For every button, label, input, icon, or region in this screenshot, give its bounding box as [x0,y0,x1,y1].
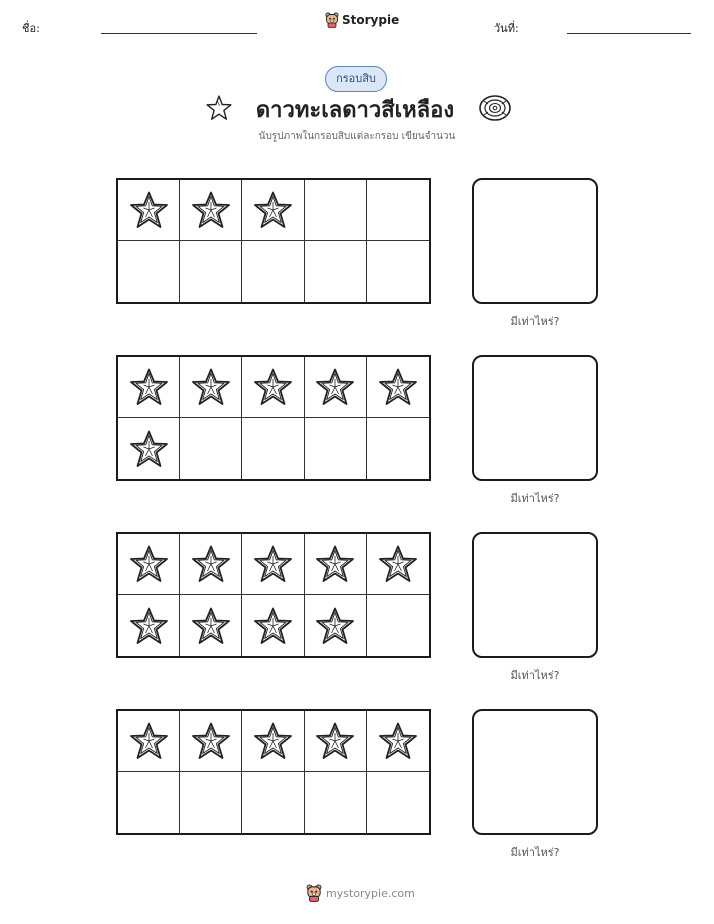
starfish-icon [253,544,293,584]
ten-frame-cell [305,772,367,833]
ten-frame-cell [242,241,304,302]
starfish-icon [129,606,169,646]
answer-box[interactable] [472,709,598,835]
ten-frame-cell [118,357,180,418]
starfish-icon [191,606,231,646]
starfish-icon [378,721,418,761]
ten-frame-cell [305,180,367,241]
ten-frame-cell [367,772,429,833]
bear-mascot-icon [325,12,339,28]
ten-frame [116,355,431,481]
ten-frame-cell [242,595,304,656]
starfish-icon [315,544,355,584]
ten-frame-tag: กรอบสิบ [325,66,387,92]
bear-mascot-icon [306,884,322,902]
starfish-icon [129,429,169,469]
ten-frame-cell [305,534,367,595]
starfish-icon [191,190,231,230]
ten-frame-cell [242,418,304,479]
date-line[interactable] [567,33,691,34]
ten-frame-cell [367,357,429,418]
ten-frame-cell [367,180,429,241]
ten-frame-cell [180,180,242,241]
ten-frame-cell [367,534,429,595]
how-many-label: มีเท่าไหร่? [510,669,560,682]
ten-frame-cell [118,595,180,656]
ten-frame-cell [118,241,180,302]
starfish-icon [205,94,233,122]
starfish-icon [191,367,231,407]
ten-frame-cell [367,711,429,772]
starfish-icon [129,367,169,407]
ten-frame-cell [242,357,304,418]
ten-frame-cell [305,711,367,772]
how-many-label: มีเท่าไหร่? [510,315,560,328]
starfish-icon [191,544,231,584]
how-many-label: มีเท่าไหร่? [510,846,560,859]
ten-frame-cell [367,241,429,302]
ten-frame-cell [118,772,180,833]
ten-frame-cell [180,772,242,833]
brand-logo [325,12,399,28]
starfish-icon [129,721,169,761]
brand-name: Storypie [342,13,400,27]
starfish-icon [378,367,418,407]
date-label: วันที่: [494,22,519,35]
ten-frame-cell [180,357,242,418]
starfish-icon [191,721,231,761]
footer [306,884,415,902]
ten-frame-cell [242,772,304,833]
ten-frame-cell [180,241,242,302]
ten-frame-cell [180,711,242,772]
footer-site: mystorypie.com [326,886,415,900]
starfish-icon [315,606,355,646]
ten-frame [116,178,431,304]
ten-frame [116,709,431,835]
ten-frame-cell [118,534,180,595]
ten-frame-cell [367,418,429,479]
ten-frame-cell [180,418,242,479]
starfish-icon [315,721,355,761]
starfish-icon [253,367,293,407]
ten-frame-cell [118,180,180,241]
ten-frame-cell [367,595,429,656]
ten-frame-cell [305,241,367,302]
seashell-icon [478,93,512,123]
ten-frame-cell [242,711,304,772]
ten-frame-cell [305,418,367,479]
ten-frame-cell [118,418,180,479]
starfish-icon [129,544,169,584]
name-line[interactable] [101,33,257,34]
starfish-icon [253,721,293,761]
ten-frame-cell [305,357,367,418]
starfish-icon [315,367,355,407]
name-label: ชื่อ: [22,22,40,35]
answer-box[interactable] [472,532,598,658]
ten-frame-cell [180,534,242,595]
ten-frame-cell [180,595,242,656]
starfish-icon [378,544,418,584]
ten-frame-cell [242,180,304,241]
ten-frame [116,532,431,658]
starfish-icon [253,606,293,646]
starfish-icon [253,190,293,230]
answer-box[interactable] [472,355,598,481]
instruction-text: นับรูปภาพในกรอบสิบแต่ละกรอบ เขียนจำนวน [258,131,456,142]
ten-frame-cell [242,534,304,595]
worksheet-title: ดาวทะเลดาวสีเหลือง [255,98,455,123]
ten-frame-cell [118,711,180,772]
answer-box[interactable] [472,178,598,304]
ten-frame-cell [305,595,367,656]
how-many-label: มีเท่าไหร่? [510,492,560,505]
starfish-icon [129,190,169,230]
